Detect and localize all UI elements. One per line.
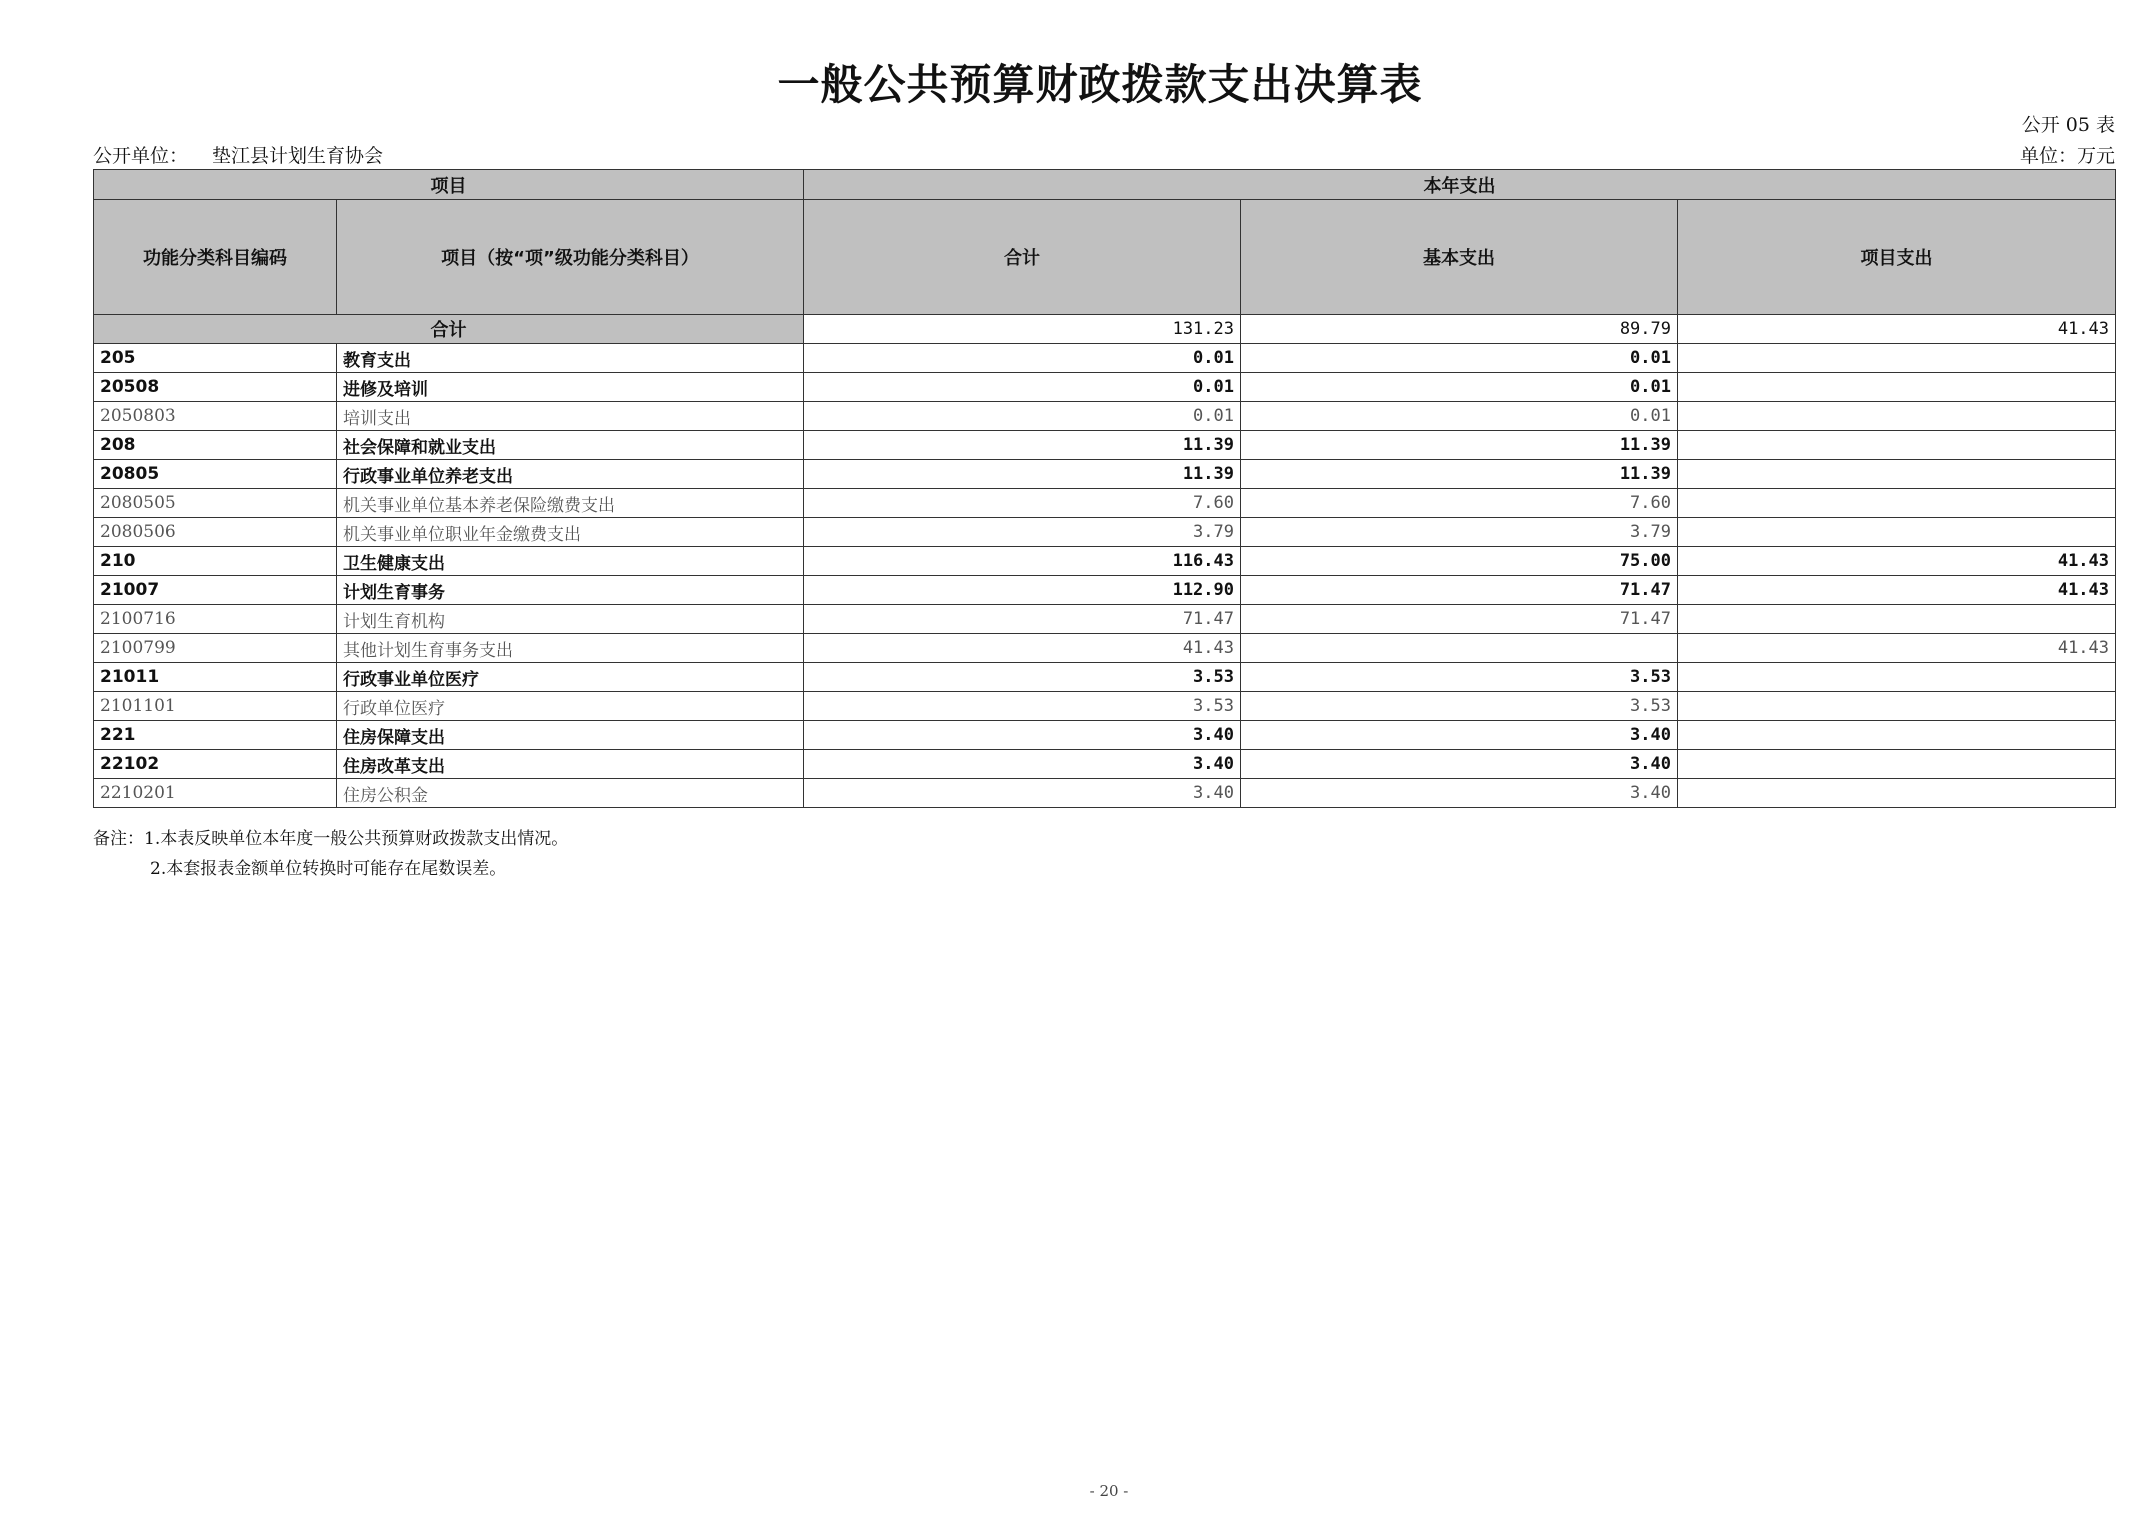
row-project	[1678, 692, 2116, 721]
row-total: 3.53	[804, 692, 1241, 721]
row-project	[1678, 431, 2116, 460]
table-row	[94, 344, 2116, 373]
row-name: 进修及培训	[337, 373, 804, 402]
table-row	[94, 750, 2116, 779]
row-name: 计划生育事务	[337, 576, 804, 605]
row-code: 21011	[94, 663, 337, 692]
row-total: 112.90	[804, 576, 1241, 605]
row-total: 0.01	[804, 373, 1241, 402]
row-name: 住房公积金	[337, 779, 804, 808]
row-total: 11.39	[804, 460, 1241, 489]
unit-label: 单位：万元	[2019, 145, 2115, 167]
table-row	[94, 605, 2116, 634]
form-number: 公开 05 表	[2021, 114, 2115, 136]
basic-header: 基本支出	[1241, 200, 1678, 315]
code-header: 功能分类科目编码	[94, 200, 337, 315]
total-project: 41.43	[1678, 315, 2116, 344]
row-total: 3.40	[804, 721, 1241, 750]
table-row	[94, 489, 2116, 518]
row-project	[1678, 489, 2116, 518]
row-code: 2100716	[94, 605, 337, 634]
total-label: 合计	[94, 315, 804, 344]
table-row	[94, 576, 2116, 605]
row-basic: 7.60	[1241, 489, 1678, 518]
note-1: 备注：1.本表反映单位本年度一般公共预算财政拨款支出情况。	[93, 829, 569, 849]
row-name: 机关事业单位职业年金缴费支出	[337, 518, 804, 547]
row-name: 其他计划生育事务支出	[337, 634, 804, 663]
row-code: 210	[94, 547, 337, 576]
row-total: 0.01	[804, 402, 1241, 431]
row-code: 2050803	[94, 402, 337, 431]
row-name: 培训支出	[337, 402, 804, 431]
row-code: 221	[94, 721, 337, 750]
row-basic: 3.40	[1241, 750, 1678, 779]
table-row	[94, 634, 2116, 663]
row-name: 社会保障和就业支出	[337, 431, 804, 460]
row-code: 20805	[94, 460, 337, 489]
total-sum: 131.23	[804, 315, 1241, 344]
row-basic: 75.00	[1241, 547, 1678, 576]
row-name: 行政事业单位医疗	[337, 663, 804, 692]
header-row-1	[94, 170, 2116, 200]
row-basic: 0.01	[1241, 373, 1678, 402]
row-project	[1678, 750, 2116, 779]
row-project	[1678, 518, 2116, 547]
item-header: 项目（按“项”级功能分类科目）	[337, 200, 804, 315]
row-project	[1678, 460, 2116, 489]
row-code: 22102	[94, 750, 337, 779]
row-code: 2100799	[94, 634, 337, 663]
row-name: 行政事业单位养老支出	[337, 460, 804, 489]
row-name: 卫生健康支出	[337, 547, 804, 576]
project-exp-header: 项目支出	[1678, 200, 2116, 315]
row-code: 2080505	[94, 489, 337, 518]
row-project	[1678, 402, 2116, 431]
row-project	[1678, 605, 2116, 634]
row-project	[1678, 663, 2116, 692]
row-project: 41.43	[1678, 576, 2116, 605]
row-code: 2080506	[94, 518, 337, 547]
row-project	[1678, 721, 2116, 750]
table-row	[94, 373, 2116, 402]
table-row	[94, 692, 2116, 721]
row-total: 3.79	[804, 518, 1241, 547]
table-row	[94, 431, 2116, 460]
row-project	[1678, 344, 2116, 373]
table-row	[94, 518, 2116, 547]
row-basic: 0.01	[1241, 402, 1678, 431]
table-row	[94, 779, 2116, 808]
row-project: 41.43	[1678, 634, 2116, 663]
row-total: 116.43	[804, 547, 1241, 576]
row-code: 2101101	[94, 692, 337, 721]
row-project	[1678, 779, 2116, 808]
row-basic: 3.40	[1241, 721, 1678, 750]
row-basic: 11.39	[1241, 431, 1678, 460]
row-name: 计划生育机构	[337, 605, 804, 634]
row-total: 3.53	[804, 663, 1241, 692]
row-total: 41.43	[804, 634, 1241, 663]
row-basic: 71.47	[1241, 605, 1678, 634]
row-basic	[1241, 634, 1678, 663]
row-project: 41.43	[1678, 547, 2116, 576]
row-name: 住房保障支出	[337, 721, 804, 750]
row-code: 2210201	[94, 779, 337, 808]
row-total: 3.40	[804, 750, 1241, 779]
org-info	[93, 141, 383, 168]
total-basic: 89.79	[1241, 315, 1678, 344]
notes	[93, 824, 568, 884]
project-header: 项目	[94, 170, 804, 200]
row-basic: 3.79	[1241, 518, 1678, 547]
row-project	[1678, 373, 2116, 402]
table-row	[94, 721, 2116, 750]
table-row	[94, 460, 2116, 489]
row-basic: 3.53	[1241, 663, 1678, 692]
current-year-header: 本年支出	[804, 170, 2116, 200]
row-basic: 71.47	[1241, 576, 1678, 605]
row-code: 20508	[94, 373, 337, 402]
row-code: 21007	[94, 576, 337, 605]
row-total: 0.01	[804, 344, 1241, 373]
row-name: 行政单位医疗	[337, 692, 804, 721]
row-name: 教育支出	[337, 344, 804, 373]
row-code: 208	[94, 431, 337, 460]
row-code: 205	[94, 344, 337, 373]
row-basic: 0.01	[1241, 344, 1678, 373]
page-number: - 20 -	[1089, 1482, 1129, 1500]
row-basic: 3.53	[1241, 692, 1678, 721]
row-total: 11.39	[804, 431, 1241, 460]
table-row	[94, 547, 2116, 576]
row-total: 71.47	[804, 605, 1241, 634]
row-total: 3.40	[804, 779, 1241, 808]
row-name: 住房改革支出	[337, 750, 804, 779]
row-total: 7.60	[804, 489, 1241, 518]
org-name: 垫江县计划生育协会	[212, 145, 384, 167]
row-name: 机关事业单位基本养老保险缴费支出	[337, 489, 804, 518]
total-header: 合计	[804, 200, 1241, 315]
total-row	[94, 315, 2116, 344]
row-basic: 3.40	[1241, 779, 1678, 808]
row-basic: 11.39	[1241, 460, 1678, 489]
note-2: 2.本套报表金额单位转换时可能存在尾数误差。	[150, 859, 507, 879]
table-row	[94, 402, 2116, 431]
org-label: 公开单位：	[93, 145, 189, 167]
table-row	[94, 663, 2116, 692]
page-title: 一般公共预算财政拨款支出决算表	[777, 60, 1423, 109]
budget-table	[93, 169, 2116, 808]
header-row-2	[94, 200, 2116, 315]
